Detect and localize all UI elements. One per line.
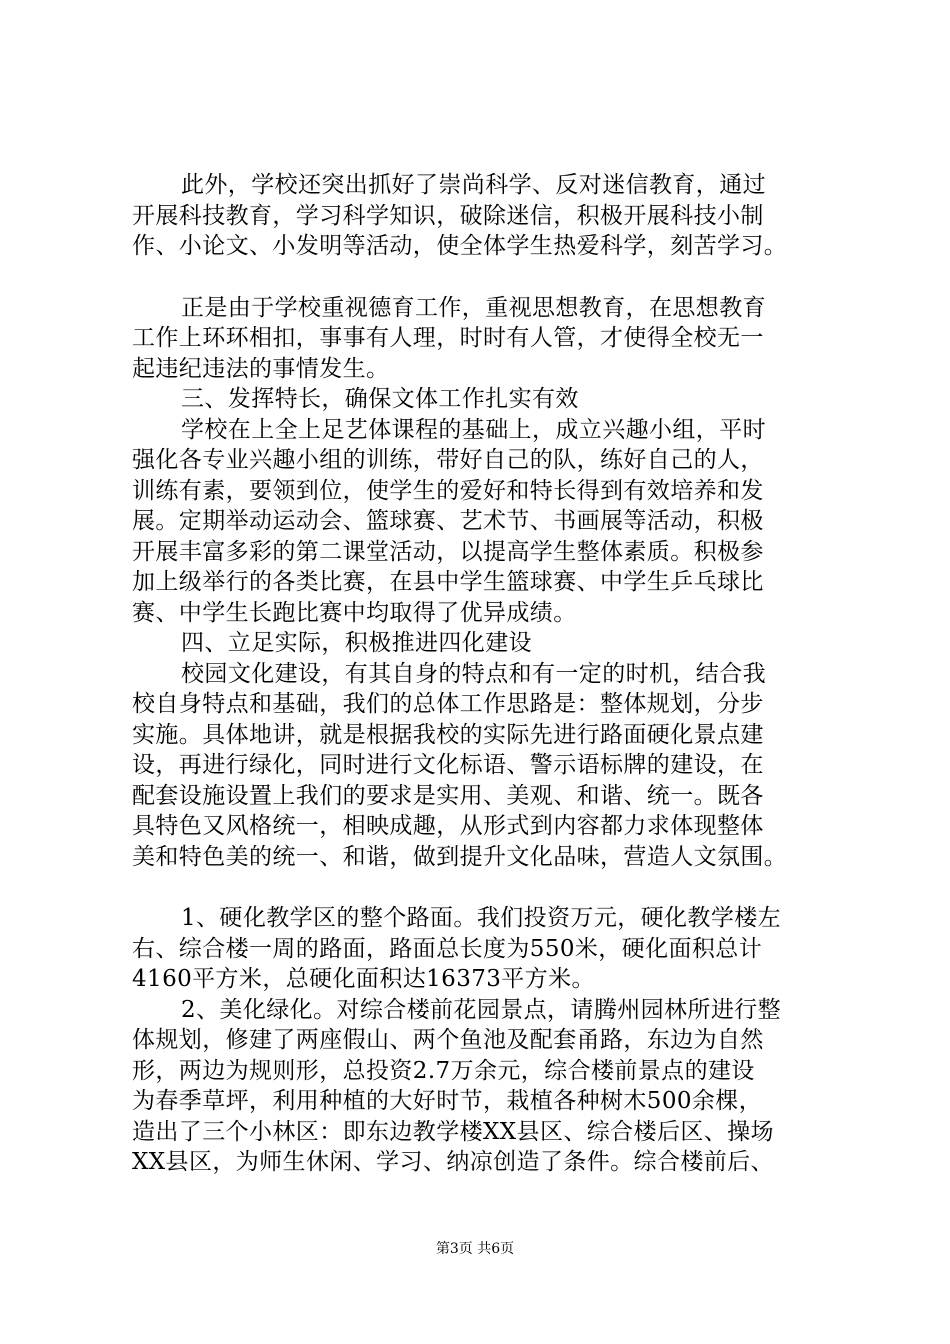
text-line: 右、综合楼一周的路面，路面总长度为550米，硬化面积总计: [132, 935, 763, 962]
text-line: 强化各专业兴趣小组的训练，带好自己的队，练好自己的人，: [132, 447, 764, 473]
page-number: 第3页 共6页: [435, 1241, 515, 1257]
text-line: 具特色又风格统一，相映成趣，从形式到内容都力求体现整体: [132, 813, 764, 839]
text-line: 正是由于学校重视德育工作，重视思想教育，在思想教育: [181, 294, 766, 321]
text-line: 校园文化建设，有其自身的特点和有一定的时机，结合我: [181, 660, 766, 687]
text-line: 为春季草坪，利用种植的大好时节，栽植各种树木500余棵，: [132, 1088, 763, 1114]
text-line: 训练有素，要领到位，使学生的爱好和特长得到有效培养和发: [132, 477, 764, 504]
text-line: 作、小论文、小发明等活动，使全体学生热爱科学，刻苦学习。: [132, 233, 788, 259]
text-line: 学校在上全上足艺体课程的基础上，成立兴趣小组，平时: [181, 416, 766, 443]
text-line: 此外，学校还突出抓好了崇尚科学、反对迷信教育，通过: [181, 172, 766, 198]
text-line: 4160平方米，总硬化面积达16373平方米。: [132, 966, 595, 992]
text-line: 造出了三个小林区：即东边教学楼XX县区、综合楼后区、操场: [132, 1118, 774, 1145]
text-line: 赛、中学生长跑比赛中均取得了优异成绩。: [132, 599, 577, 626]
section-heading: 三、发挥特长，确保文体工作扎实有效: [181, 386, 579, 412]
text-line: 设，再进行绿化，同时进行文化标语、警示语标牌的建设，在: [132, 752, 764, 778]
document-body: [132, 170, 852, 1178]
text-line: 起违纪违法的事情发生。: [132, 355, 390, 382]
text-line: 开展丰富多彩的第二课堂活动，以提高学生整体素质。积极参: [132, 538, 764, 565]
text-line: 美和特色美的统一、和谐，做到提升文化品味，营造人文氛围。: [132, 843, 788, 870]
text-line: 展。定期举动运动会、篮球赛、艺术节、书画展等活动，积极: [132, 508, 764, 534]
text-line: 工作上环环相扣，事事有人理，时时有人管，才使得全校无一: [132, 325, 764, 351]
text-line: 2、美化绿化。对综合楼前花园景点，请腾州园林所进行整: [181, 996, 782, 1023]
text-line: 形，两边为规则形，总投资2.7万余元，综合楼前景点的建设: [132, 1057, 755, 1084]
text-line: 配套设施设置上我们的要求是实用、美观、和谐、统一。既各: [132, 782, 764, 809]
text-line: 加上级举行的各类比赛，在县中学生篮球赛、中学生乒乓球比: [132, 569, 764, 595]
paragraph-gap: [132, 262, 852, 293]
text-line: 体规划，修建了两座假山、两个鱼池及配套甬路，东边为自然: [132, 1027, 764, 1053]
text-line: 校自身特点和基础，我们的总体工作思路是：整体规划，分步: [132, 691, 764, 717]
section-heading: 四、立足实际，积极推进四化建设: [181, 630, 532, 656]
text-line: 实施。具体地讲，就是根据我校的实际先进行路面硬化景点建: [132, 721, 764, 748]
text-line: XX县区，为师生休闲、学习、纳凉创造了条件。综合楼前后、: [132, 1149, 774, 1175]
text-line: 开展科技教育，学习科学知识，破除迷信，积极开展科技小制: [132, 202, 764, 229]
text-line: 1、硬化教学区的整个路面。我们投资万元，硬化教学楼左: [181, 905, 782, 931]
page-footer: [0, 1240, 950, 1258]
paragraph-gap: [132, 872, 852, 903]
